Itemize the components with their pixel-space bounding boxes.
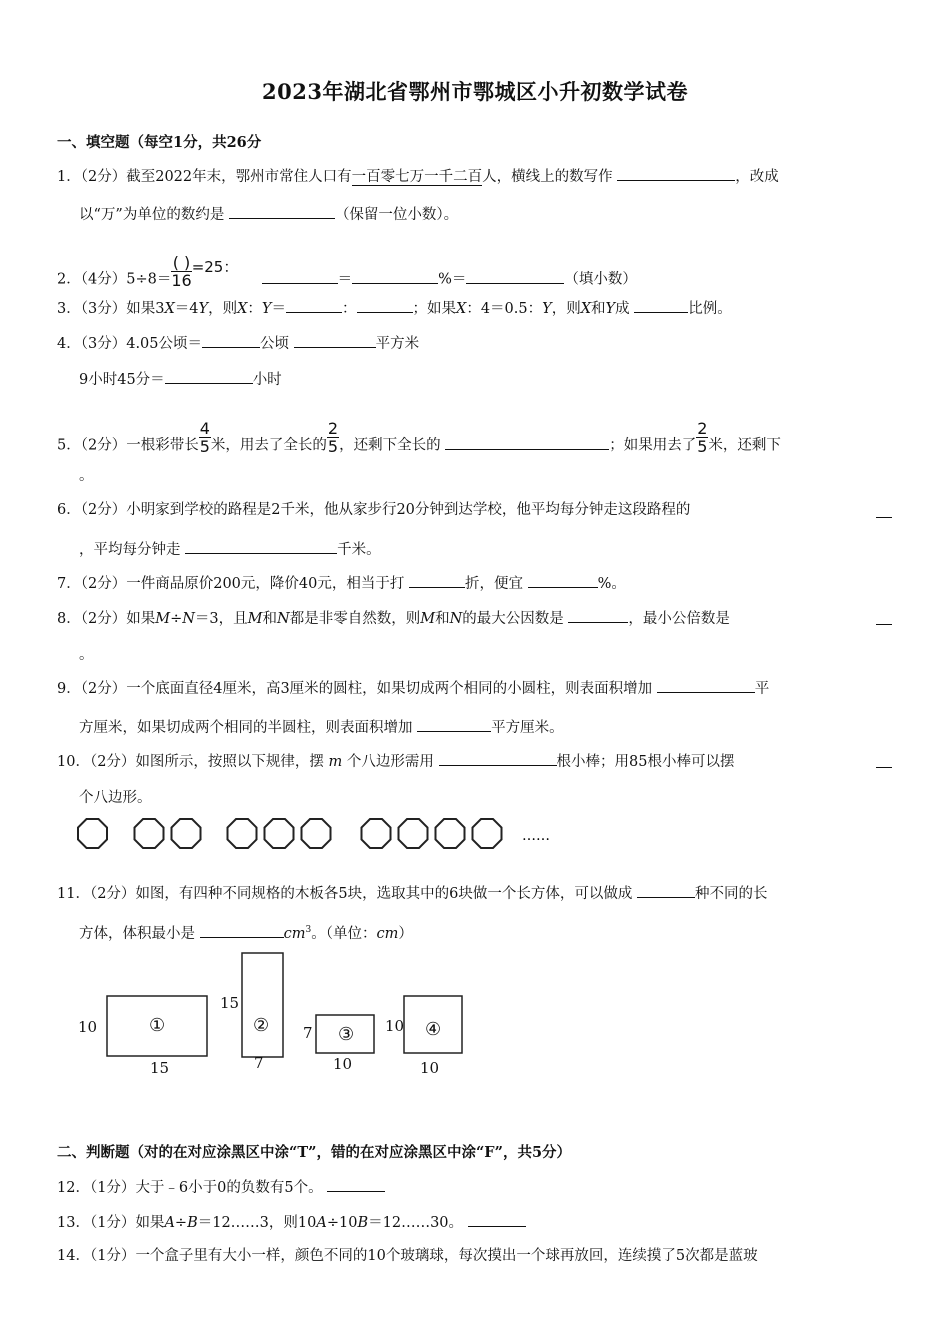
question-8-cont: 。 — [79, 647, 94, 663]
fraction: $\frac{2}{5}$ — [697, 419, 708, 456]
answer-blank[interactable] — [637, 882, 695, 898]
board-1-side-label: 10 — [78, 1018, 98, 1036]
question-10-cont: 个八边形。 — [79, 790, 152, 806]
question-14: 14．（1分）一个盒子里有大小一样，颜色不同的10个玻璃球，每次摸出一个球再放回，连续摸了5次都是蓝玻 — [57, 1248, 758, 1264]
question-5-cont: 。 — [79, 468, 94, 484]
question-6-cont: ，平均每分钟走 千米。 — [79, 538, 381, 560]
question-9: 9．（2分）一个底面直径4厘米，高3厘米的圆柱，如果切成两个相同的小圆柱，则表面积增加 平 — [57, 677, 769, 699]
question-5: 5．（2分）一根彩带长 $\frac{4}{5}$ 米，用去了全长的 $\frac{2}{5}$ ，还剩下全长的 ；如果用去了 $\frac{2}{5}$ 米，还剩下 — [57, 419, 781, 456]
board-3-id: ③ — [338, 1024, 355, 1045]
question-13: 13．（1分）如果A÷B＝12……3，则10A÷10B＝12……30。 — [57, 1211, 526, 1233]
octagon — [362, 819, 391, 848]
octagon — [473, 819, 502, 848]
answer-blank[interactable] — [634, 297, 688, 313]
board-4-bottom-label: 10 — [420, 1059, 440, 1077]
question-4-cont: 9小时45分＝ 小时 — [79, 368, 282, 390]
answer-blank[interactable] — [165, 368, 253, 384]
question-11-cont: 方体，体积最小是 $cm^3$。（单位：cm） — [79, 920, 413, 944]
octagon — [135, 819, 164, 848]
question-11: 11．（2分）如图，有四种不同规格的木板各5块，选取其中的6块做一个长方体，可以做成 种不同的长 — [57, 882, 768, 904]
ellipsis-text: …… — [522, 828, 550, 844]
answer-blank[interactable] — [466, 268, 564, 284]
question-6: 6．（2分）小明家到学校的路程是2千米，他从家步行20分钟到达学校，他平均每分钟走这段路程的 — [57, 502, 691, 518]
answer-blank[interactable] — [417, 716, 491, 732]
answer-blank[interactable] — [528, 572, 598, 588]
octagon — [265, 819, 294, 848]
answer-blank[interactable] — [468, 1211, 526, 1227]
answer-blank[interactable] — [439, 750, 557, 766]
fraction: $\frac{2}{5}$ — [327, 419, 339, 456]
board-2-side-label: 15 — [220, 994, 240, 1012]
wood-boards-figure — [70, 945, 490, 1085]
board-1-bottom-label: 15 — [150, 1059, 170, 1077]
answer-blank[interactable] — [286, 297, 342, 313]
answer-blank[interactable] — [262, 268, 338, 284]
answer-blank[interactable] — [352, 268, 438, 284]
question-9-cont: 方厘米，如果切成两个相同的半圆柱，则表面积增加 平方厘米。 — [79, 716, 564, 738]
question-8: 8．（2分）如果M÷N＝3，且M和N都是非零自然数，则M和N的最大公因数是 ，最小公倍数是 — [57, 607, 730, 629]
section-true-false: 二、判断题（对的在对应涂黑区中涂“T”，错的在对应涂黑区中涂“F”，共5分） — [57, 1144, 572, 1161]
board-2 — [242, 953, 283, 1057]
section-fill-in-blank: 一、填空题（每空1分，共26分 — [57, 134, 262, 151]
octagon — [399, 819, 428, 848]
answer-blank[interactable] — [657, 677, 755, 693]
question-10: 10．（2分）如图所示，按照以下规律，摆 m 个八边形需用 根小棒；用85根小棒可以摆 — [57, 750, 734, 772]
fraction: $\frac{( )}{16}$ — [171, 253, 192, 290]
octagon — [436, 819, 465, 848]
octagon — [172, 819, 201, 848]
board-2-id: ② — [253, 1015, 270, 1036]
answer-blank[interactable] — [876, 609, 892, 625]
board-1-id: ① — [149, 1015, 166, 1036]
exam-title: 2023年湖北省鄂州市鄂城区小升初数学试卷 — [262, 79, 688, 104]
answer-blank[interactable] — [876, 752, 892, 768]
answer-blank[interactable] — [294, 332, 376, 348]
answer-blank[interactable] — [445, 434, 609, 450]
board-4-side-label: 10 — [385, 1017, 405, 1035]
answer-blank[interactable] — [200, 922, 284, 938]
question-12: 12．（1分）大于﹣6小于0的负数有5个。 — [57, 1176, 385, 1198]
board-3-side-label: 7 — [303, 1024, 313, 1042]
octagon — [228, 819, 257, 848]
answer-blank[interactable] — [229, 203, 335, 219]
question-4: 4．（3分）4.05公顷＝ 公顷 平方米 — [57, 332, 419, 354]
answer-blank[interactable] — [185, 538, 337, 554]
answer-blank[interactable] — [568, 607, 628, 623]
answer-blank[interactable] — [357, 297, 413, 313]
answer-blank[interactable] — [617, 165, 735, 181]
answer-blank[interactable] — [876, 502, 892, 518]
board-2-bottom-label: 7 — [254, 1054, 264, 1072]
question-2: 2．（4分）5÷8＝ $\frac{( )}{16}$ =25： ＝ %＝ （填小数） — [57, 253, 637, 290]
answer-blank[interactable] — [327, 1176, 385, 1192]
answer-blank[interactable] — [409, 572, 465, 588]
question-1-cont: 以“万”为单位的数约是 （保留一位小数）。 — [79, 203, 458, 225]
question-7: 7．（2分）一件商品原价200元，降价40元，相当于打 折，便宜 %。 — [57, 572, 626, 594]
question-3: 3．（3分）如果3X＝4Y，则X：Y＝ ： ；如果X：4＝0.5：Y，则X和Y成 比例。 — [57, 297, 732, 319]
fraction: $\frac{4}{5}$ — [199, 419, 210, 456]
octagon-pattern-figure — [70, 810, 590, 866]
answer-blank[interactable] — [202, 332, 260, 348]
octagon — [78, 819, 107, 848]
board-4-id: ④ — [425, 1019, 442, 1040]
question-1: 1．（2分）截至2022年末，鄂州市常住人口有一百零七万一千二百人，横线上的数写作 ，改成 — [57, 165, 779, 187]
octagon — [302, 819, 331, 848]
board-3-bottom-label: 10 — [333, 1055, 353, 1073]
